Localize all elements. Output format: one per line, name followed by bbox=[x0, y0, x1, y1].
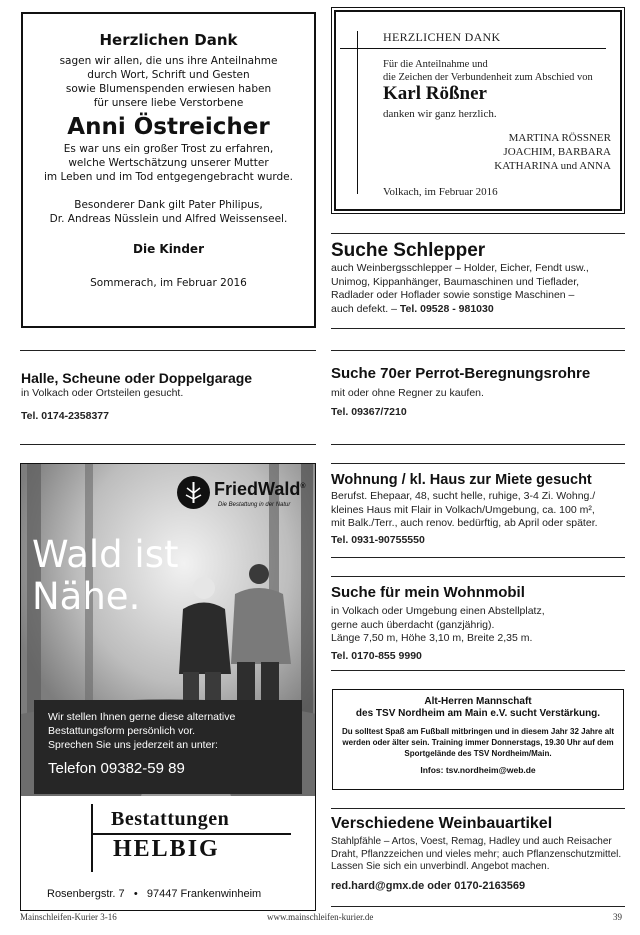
ad-anni-place-date: Sommerach, im Februar 2016 bbox=[90, 277, 247, 289]
separator-rule bbox=[20, 350, 316, 351]
ad-wohnung-tel: Tel. 0931-90755550 bbox=[331, 533, 425, 546]
helbig-cross-horizontal bbox=[91, 833, 291, 835]
ad-anni-text-line: Es war uns ein großer Trost zu erfahren, bbox=[63, 143, 274, 155]
ad-weinbau-contact: red.hard@gmx.de oder 0170-2163569 bbox=[331, 879, 526, 892]
ad-schlepper-line: auch Weinbergsschlepper – Holder, Eicher, Fendt usw., bbox=[331, 262, 589, 274]
ad-perrot-tel: Tel. 09367/7210 bbox=[331, 405, 407, 418]
ad-verein-line: Du solltest Spaß am Fußball mitbringen und in diesem Jahr 32 Jahre alt bbox=[341, 727, 615, 736]
separator-rule bbox=[331, 557, 625, 558]
ad-karl-text-line: Für die Anteilnahme und bbox=[383, 59, 488, 70]
ad-karl-signer: KATHARINA und ANNA bbox=[494, 160, 611, 172]
ad-friedwald-helbig bbox=[20, 463, 316, 911]
friedwald-phone: Telefon 09382-59 89 bbox=[48, 760, 185, 777]
ad-perrot bbox=[331, 364, 626, 419]
ad-karl-cross-horizontal bbox=[340, 48, 606, 49]
separator-rule bbox=[20, 444, 316, 445]
ad-schlepper-line: Unimog, Kippanhänger, Baumaschinen und Tieflader, bbox=[331, 275, 580, 288]
ad-weinbau-title: Verschiedene Weinbauartikel bbox=[331, 815, 553, 832]
friedwald-info-line: Bestattungsform persönlich vor. bbox=[48, 725, 196, 737]
ad-anni-signature: Die Kinder bbox=[133, 242, 204, 256]
ad-wohnmobil-line: Länge 7,50 m, Höhe 3,10 m, Breite 2,35 m. bbox=[331, 632, 533, 644]
ad-anni-text-line: sowie Blumenspenden erwiesen haben bbox=[65, 83, 272, 95]
forest-couple-photo bbox=[21, 464, 316, 796]
separator-rule bbox=[331, 808, 625, 809]
friedwald-info-box bbox=[34, 700, 302, 794]
ad-weinbau-line: Lassen Sie sich ein unverbindl. Angebot machen. bbox=[331, 861, 550, 872]
separator-rule bbox=[331, 350, 625, 351]
ad-wohnung bbox=[331, 470, 626, 547]
ad-weinbau bbox=[331, 814, 626, 893]
ad-halle-line: in Volkach oder Ortsteilen gesucht. bbox=[21, 387, 184, 399]
separator-rule bbox=[331, 328, 625, 329]
ad-verein-title: Alt-Herren Mannschaft bbox=[424, 696, 532, 707]
ad-wohnmobil-tel: Tel. 0170-855 9990 bbox=[331, 649, 422, 662]
ad-wohnung-line: kleines Haus mit Flair in Volkach/Umgebung, ca. 100 m², bbox=[331, 503, 595, 516]
ad-weinbau-line: Stahlpfähle – Artos, Voest, Remag, Hadley und auch Reisacher bbox=[331, 836, 612, 847]
ad-schlepper-line: Radlader oder Hoflader sowie sonstige Maschinen – bbox=[331, 289, 575, 301]
separator-rule bbox=[331, 444, 625, 445]
ad-karl-signers bbox=[494, 131, 611, 173]
ad-wohnung-line: mit Balk./Terr., auch renov. bedürftig, ab April oder später. bbox=[331, 517, 598, 529]
ad-halle bbox=[21, 369, 316, 423]
ad-wohnung-title: Wohnung / kl. Haus zur Miete gesucht bbox=[331, 472, 592, 488]
ad-karl-place-date: Volkach, im Februar 2016 bbox=[383, 186, 498, 198]
ad-karl-name: Karl Rößner bbox=[383, 83, 487, 104]
ad-verein-subtitle: des TSV Nordheim am Main e.V. sucht Verstärkung. bbox=[355, 708, 601, 719]
helbig-company-line1: Bestattungen bbox=[111, 808, 230, 830]
friedwald-info-line: Sprechen Sie uns jederzeit an unter: bbox=[48, 739, 218, 751]
footer-page-number: 39 bbox=[613, 912, 622, 922]
ad-verein-email: Infos: tsv.nordheim@web.de bbox=[420, 765, 536, 775]
friedwald-logo-text bbox=[214, 479, 306, 500]
footer-publication: Mainschleifen-Kurier 3-16 bbox=[20, 912, 117, 922]
ad-schlepper-line: auch defekt. – bbox=[331, 302, 400, 315]
separator-rule bbox=[331, 670, 625, 671]
helbig-section bbox=[21, 796, 316, 911]
ad-schlepper bbox=[331, 240, 626, 316]
ad-anni-name: Anni Östreicher bbox=[67, 114, 270, 140]
ad-karl-signer: JOACHIM, BARBARA bbox=[503, 146, 611, 158]
friedwald-slogan bbox=[32, 534, 178, 618]
friedwald-logo-icon bbox=[177, 476, 210, 509]
friedwald-registered-mark: ® bbox=[300, 483, 306, 490]
ad-karl-heading: HERZLICHEN DANK bbox=[383, 30, 501, 44]
ad-karl-cross-vertical bbox=[357, 31, 358, 194]
ad-wohnmobil-line: gerne auch überdacht (ganzjährig). bbox=[331, 618, 495, 631]
separator-rule bbox=[331, 463, 625, 464]
ad-wohnmobil-title: Suche für mein Wohnmobil bbox=[331, 584, 525, 601]
ad-perrot-title: Suche 70er Perrot-Beregnungsrohre bbox=[331, 365, 591, 382]
ad-anni-heading: Herzlichen Dank bbox=[99, 31, 238, 49]
ad-anni-oestreicher bbox=[21, 12, 316, 328]
ad-perrot-line: mit oder ohne Regner zu kaufen. bbox=[331, 387, 484, 399]
separator-rule bbox=[331, 233, 625, 234]
ad-anni-text-line: durch Wort, Schrift und Gesten bbox=[87, 69, 250, 81]
ad-tsv-nordheim bbox=[332, 689, 624, 790]
ad-schlepper-tel: Tel. 09528 - 981030 bbox=[399, 302, 494, 315]
ad-weinbau-line: Draht, Pflanzzeichen und vieles mehr; auch Pflanzenschutzmittel. bbox=[331, 848, 622, 860]
ad-anni-text-line: im Leben und im Tod entgegengebracht wurde. bbox=[44, 171, 293, 183]
friedwald-logo-wordmark: FriedWald bbox=[214, 479, 301, 499]
ad-wohnmobil bbox=[331, 583, 626, 663]
footer-url: www.mainschleifen-kurier.de bbox=[267, 912, 374, 922]
helbig-company-name: HELBIG bbox=[113, 836, 220, 862]
ad-wohnmobil-line: in Volkach oder Umgebung einen Abstellplatz, bbox=[331, 605, 545, 617]
friedwald-info-line: Wir stellen Ihnen gerne diese alternative bbox=[48, 711, 236, 723]
ad-anni-text-line: für unsere liebe Verstorbene bbox=[93, 97, 244, 109]
friedwald-slogan-line: Wald ist bbox=[32, 533, 179, 576]
ad-karl-thanks: danken wir ganz herzlich. bbox=[383, 108, 497, 120]
friedwald-tagline: Die Bestattung in der Natur bbox=[218, 502, 291, 508]
helbig-cross-vertical bbox=[91, 804, 93, 872]
ad-schlepper-title: Suche Schlepper bbox=[331, 240, 486, 261]
separator-rule bbox=[331, 576, 625, 577]
ad-halle-tel: Tel. 0174-2358377 bbox=[21, 409, 109, 422]
ad-verein-line: Sportgelände des TSV Nordheim/Main. bbox=[404, 749, 552, 758]
ad-halle-title: Halle, Scheune oder Doppelgarage bbox=[21, 370, 253, 386]
ad-anni-text-line: welche Wertschätzung unserer Mutter bbox=[68, 157, 269, 169]
separator-rule bbox=[331, 906, 625, 907]
ad-schlepper-last-line bbox=[331, 303, 626, 317]
ad-karl-signer: MARTINA RÖSSNER bbox=[508, 132, 611, 144]
friedwald-slogan-line: Nähe. bbox=[32, 575, 141, 618]
ad-karl-text-line: die Zeichen der Verbundenheit zum Abschied von bbox=[383, 72, 593, 83]
ad-anni-text-line: sagen wir allen, die uns ihre Anteilnahme bbox=[59, 55, 278, 67]
ad-anni-text-line: Dr. Andreas Nüsslein und Alfred Weissenseel. bbox=[49, 213, 288, 225]
ad-verein-line: werden oder älter sein. Training immer Donnerstags, 19.30 Uhr auf dem bbox=[342, 738, 614, 747]
helbig-address: Rosenbergstr. 7 • 97447 Frankenwinheim bbox=[47, 888, 262, 900]
ad-anni-text-line: Besonderer Dank gilt Pater Philipus, bbox=[74, 199, 263, 211]
ad-wohnung-line: Berufst. Ehepaar, 48, sucht helle, ruhige, 3-4 Zi. Wohng./ bbox=[331, 490, 596, 502]
